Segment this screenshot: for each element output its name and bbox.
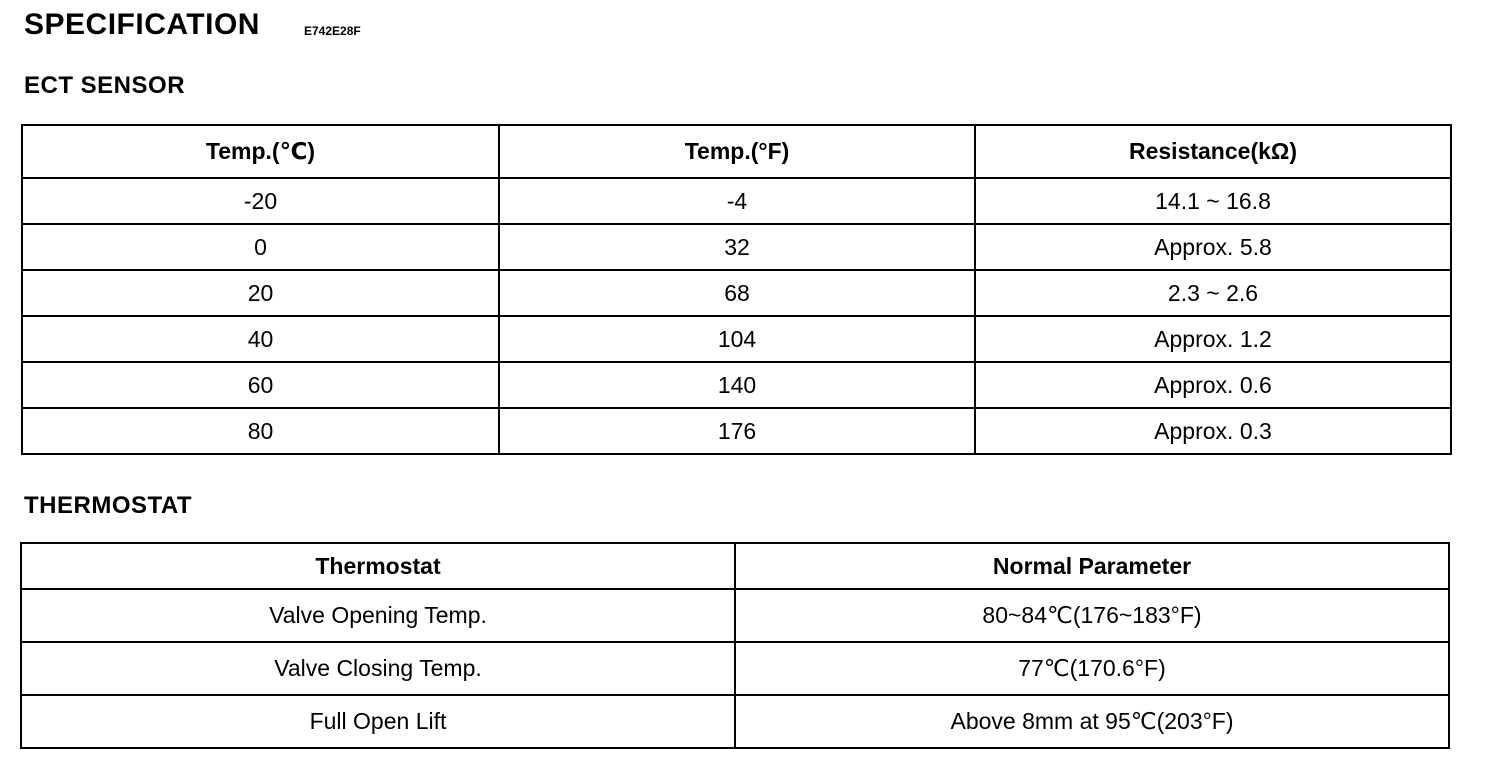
table-row bbox=[22, 270, 1451, 316]
cell-temp-f: 32 bbox=[499, 224, 975, 270]
cell-resistance: 14.1 ~ 16.8 bbox=[975, 178, 1451, 224]
cell-temp-f: -4 bbox=[499, 178, 975, 224]
cell-parameter: 77℃(170.6°F) bbox=[735, 642, 1449, 695]
table-row bbox=[22, 224, 1451, 270]
thermostat-heading: THERMOSTAT bbox=[24, 492, 193, 519]
table-row bbox=[22, 316, 1451, 362]
cell-thermostat: Full Open Lift bbox=[21, 695, 735, 748]
page-title: SPECIFICATION bbox=[24, 8, 260, 41]
cell-temp-f: 176 bbox=[499, 408, 975, 454]
column-header-thermostat: Thermostat bbox=[21, 543, 735, 589]
cell-temp-c: -20 bbox=[22, 178, 499, 224]
cell-resistance: Approx. 5.8 bbox=[975, 224, 1451, 270]
cell-temp-f: 104 bbox=[499, 316, 975, 362]
cell-temp-f: 140 bbox=[499, 362, 975, 408]
column-header-resistance: Resistance(kΩ) bbox=[975, 125, 1451, 178]
column-header-temp-c: Temp.(℃) bbox=[22, 125, 499, 178]
cell-resistance: 2.3 ~ 2.6 bbox=[975, 270, 1451, 316]
document-code: E742E28F bbox=[304, 24, 361, 38]
cell-thermostat: Valve Opening Temp. bbox=[21, 589, 735, 642]
column-header-normal-parameter: Normal Parameter bbox=[735, 543, 1449, 589]
cell-resistance: Approx. 0.3 bbox=[975, 408, 1451, 454]
cell-temp-c: 20 bbox=[22, 270, 499, 316]
ect-sensor-table bbox=[21, 124, 1452, 455]
column-header-temp-f: Temp.(°F) bbox=[499, 125, 975, 178]
cell-temp-c: 0 bbox=[22, 224, 499, 270]
cell-temp-f: 68 bbox=[499, 270, 975, 316]
cell-parameter: Above 8mm at 95℃(203°F) bbox=[735, 695, 1449, 748]
table-header-row bbox=[22, 125, 1451, 178]
table-row bbox=[21, 589, 1449, 642]
thermostat-table bbox=[20, 542, 1450, 749]
cell-parameter: 80~84℃(176~183°F) bbox=[735, 589, 1449, 642]
table-header-row bbox=[21, 543, 1449, 589]
table-row bbox=[21, 642, 1449, 695]
table-row bbox=[22, 178, 1451, 224]
cell-resistance: Approx. 1.2 bbox=[975, 316, 1451, 362]
cell-temp-c: 40 bbox=[22, 316, 499, 362]
cell-thermostat: Valve Closing Temp. bbox=[21, 642, 735, 695]
cell-temp-c: 80 bbox=[22, 408, 499, 454]
table-row bbox=[22, 362, 1451, 408]
table-row bbox=[22, 408, 1451, 454]
ect-sensor-heading: ECT SENSOR bbox=[24, 72, 186, 99]
cell-temp-c: 60 bbox=[22, 362, 499, 408]
cell-resistance: Approx. 0.6 bbox=[975, 362, 1451, 408]
table-row bbox=[21, 695, 1449, 748]
